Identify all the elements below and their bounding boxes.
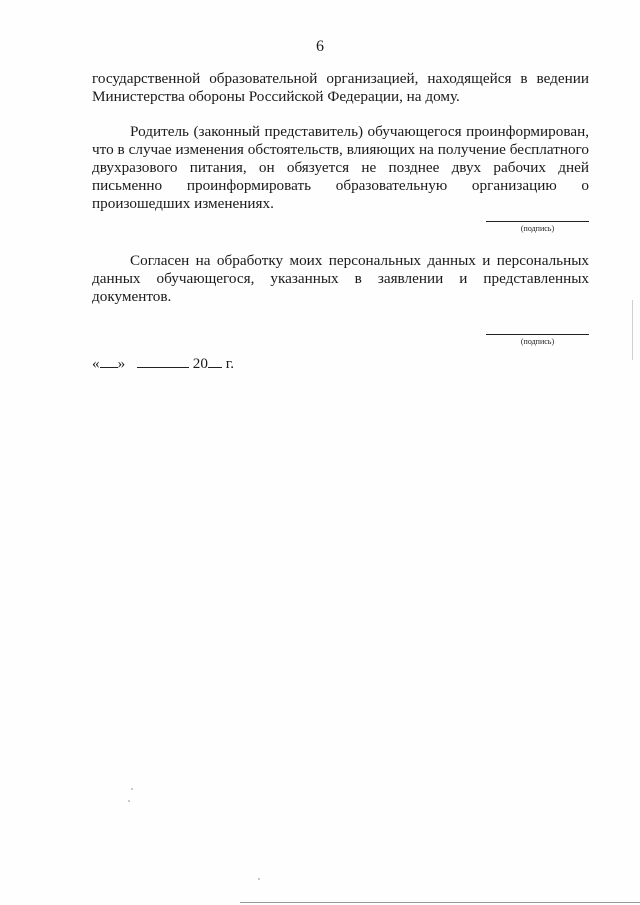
scan-speck [258, 878, 260, 880]
scan-speck [131, 788, 133, 790]
year-suffix: г. [225, 355, 235, 372]
date-line [92, 354, 234, 373]
signature-caption: (подпись) [520, 224, 555, 233]
date-close-quote: » [117, 355, 126, 372]
year-prefix: 20 [192, 355, 208, 372]
paragraph-continuation: государственной образовательной организацией, находящейся в ведении Министерства обороны Российской Федерации, на дому. [92, 70, 589, 105]
page-number: 6 [316, 38, 324, 55]
scan-bottom-edge [240, 902, 640, 903]
paragraph-consent: Согласен на обработку моих персональных данных и персональных данных обучающегося, указанных в заявлении и представленных документов. [92, 252, 589, 305]
paragraph-parent-notice: Родитель (законный представитель) обучающегося проинформирован, что в случае изменения обстоятельств, влияющих на получение бесплатного двухразового питания, он обязуется не позднее двух рабочих дней письменно проинформировать образовательную организацию о произошедших изменениях. [92, 123, 589, 212]
day-blank [100, 354, 118, 368]
month-blank [137, 354, 189, 368]
signature-line-2 [486, 334, 589, 347]
signature-caption: (подпись) [520, 337, 555, 346]
scan-edge-mark [632, 300, 633, 360]
scan-speck [128, 800, 130, 802]
year-blank [208, 354, 222, 368]
date-open-quote: « [92, 355, 100, 372]
signature-line-1 [486, 221, 589, 234]
